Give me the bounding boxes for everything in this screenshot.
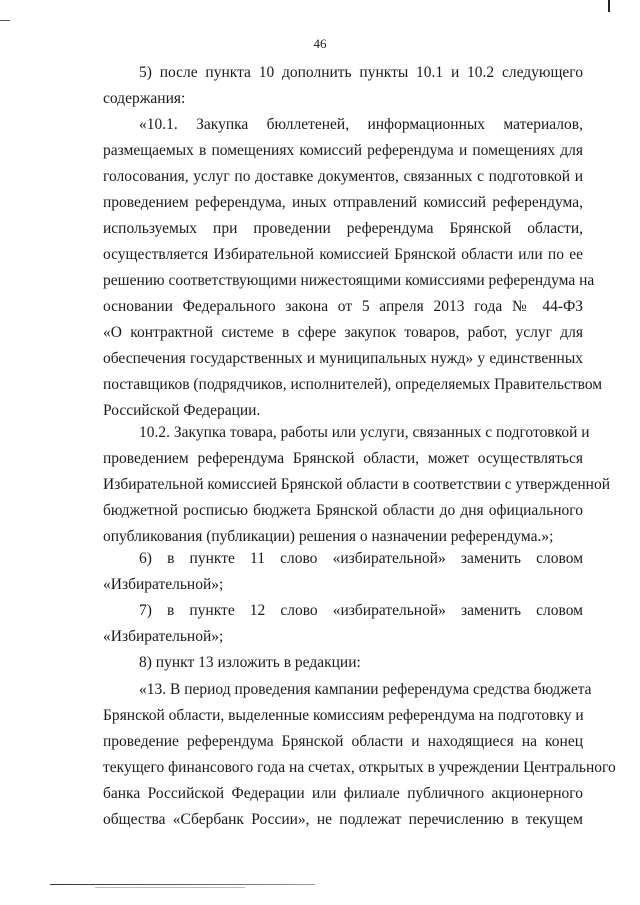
text-line: общества «Сбербанк России», не подлежат перечислению в текущем — [103, 811, 583, 828]
paragraph-item-7 — [103, 598, 583, 650]
text-line: «О контрактной системе в сфере закупок товаров, работ, услуг для — [103, 324, 583, 341]
scan-artifact — [0, 20, 10, 21]
text-line: бюджетной росписью бюджета Брянской области до дня официального — [103, 502, 583, 519]
paragraph-item-8 — [103, 650, 583, 676]
text-line: основании Федерального закона от 5 апреля 2013 года № 44-ФЗ — [103, 298, 583, 315]
text-line: 7) в пункте 12 слово «избирательной» заменить словом — [139, 602, 583, 619]
paragraph-item-5 — [103, 60, 583, 112]
text-line: проведением референдума, иных отправлений комиссий референдума, — [103, 194, 583, 211]
text-line: решению соответствующими нижестоящими комиссиями референдума на — [103, 272, 595, 289]
text-line: Избирательной комиссией Брянской области в соответствии с утвержденной — [103, 476, 611, 493]
text-line: поставщиков (подрядчиков, исполнителей), определяемых Правительством — [103, 376, 603, 393]
text-line: «10.1. Закупка бюллетеней, информационных материалов, — [139, 116, 583, 133]
text-line: проведением референдума Брянской области, может осуществляться — [103, 450, 583, 467]
text-line: содержания: — [103, 90, 186, 107]
text-line: 6) в пункте 11 слово «избирательной» заменить словом — [139, 550, 583, 567]
text-line: 10.2. Закупка товара, работы или услуги, связанных с подготовкой и — [139, 424, 590, 441]
text-line: используемых при проведении референдума Брянской области, — [103, 220, 583, 237]
paragraph-10-1 — [103, 112, 603, 424]
text-line: «Избирательной»; — [103, 628, 224, 645]
text-line: банка Российской Федерации или филиале публичного акционерного — [103, 785, 583, 802]
paragraph-10-2 — [103, 420, 611, 550]
text-line: «13. В период проведения кампании референдума средства бюджета — [139, 681, 592, 698]
text-line: проведение референдума Брянской области и находящиеся на конец — [103, 733, 583, 750]
text-line: 8) пункт 13 изложить в редакции: — [139, 654, 361, 671]
text-line: обеспечения государственных и муниципальных нужд» у единственных — [103, 350, 583, 367]
page-number: 46 — [313, 36, 327, 51]
text-line: осуществляется Избирательной комиссией Брянской области или по ее — [103, 246, 583, 263]
paragraph-13 — [103, 677, 616, 833]
text-line: Брянской области, выделенные комиссиям референдума на подготовку и — [103, 707, 584, 724]
text-line: текущего финансового года на счетах, открытых в учреждении Центрального — [103, 759, 616, 776]
footer-rule — [95, 887, 245, 888]
paragraph-item-6 — [103, 546, 583, 598]
footer-rule — [50, 884, 315, 885]
text-line: голосования, услуг по доставке документов, связанных с подготовкой и — [103, 168, 583, 185]
text-line: 5) после пункта 10 дополнить пункты 10.1 и 10.2 следующего — [139, 64, 583, 81]
text-line: размещаемых в помещениях комиссий референдума и помещениях для — [103, 142, 583, 159]
text-line: «Избирательной»; — [103, 576, 224, 593]
text-line: Российской Федерации. — [103, 402, 261, 419]
scan-artifact — [608, 0, 610, 12]
text-line: опубликования (публикации) решения о назначении референдума.»; — [103, 528, 554, 545]
